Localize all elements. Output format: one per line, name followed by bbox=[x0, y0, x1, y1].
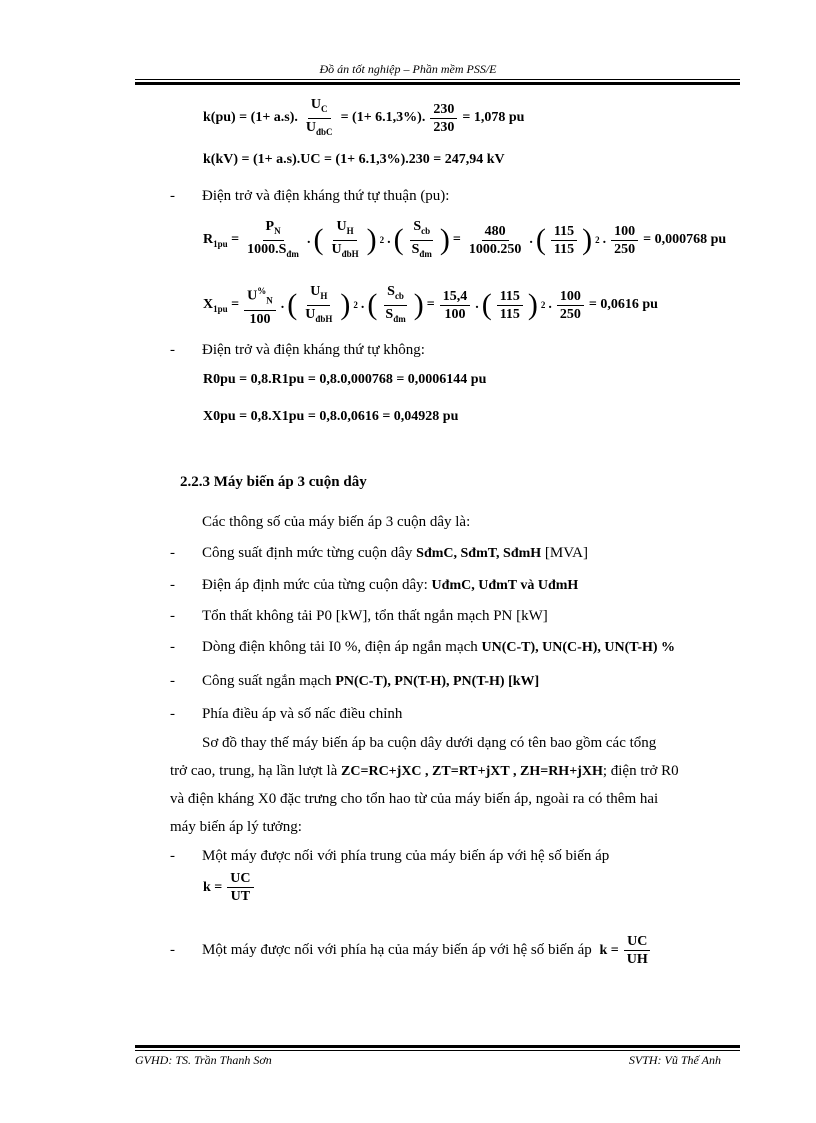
list-item: - Một máy được nối với phía hạ của máy biến áp với hệ số biến áp k = $\frac{UC}{UH}$ bbox=[170, 933, 653, 968]
section-heading: 2.2.3 Máy biến áp 3 cuộn dây bbox=[180, 474, 367, 490]
list-item: - Tổn thất không tải P0 [kW], tổn thất ngắn mạch PN [kW] bbox=[170, 608, 548, 624]
list-item: - Một máy được nối với phía trung của máy biến áp với hệ số biến áp bbox=[170, 848, 610, 864]
eq-text: = (1+ 6.1,3%). bbox=[340, 110, 426, 126]
footer-student: SVTH: Vũ Thế Anh bbox=[628, 1053, 721, 1067]
bullet-item: - Điện trở và điện kháng thứ tự không: bbox=[170, 342, 425, 358]
paragraph-line: Sơ đồ thay thế máy biến áp ba cuộn dây dưới dạng có tên bao gồm các tổng bbox=[202, 735, 657, 751]
paragraph-line: trở cao, trung, hạ lần lượt là ZC=RC+jXC , ZT=RT+jXT , ZH=RH+jXH; điện trở R0 bbox=[170, 763, 679, 779]
section-intro: Các thông số của máy biến áp 3 cuộn dây là: bbox=[202, 514, 471, 530]
equation-x0pu: X0pu = 0,8.X1pu = 0,8.0,0616 = 0,04928 pu bbox=[203, 409, 459, 424]
bullet-item: - Điện trở và điện kháng thứ tự thuận (pu): bbox=[170, 188, 450, 204]
page-header-title: Đồ án tốt nghiệp – Phần mềm PSS/E bbox=[319, 62, 497, 76]
equation-k-trung: k = $\frac{UC}{UT}$ bbox=[203, 870, 256, 905]
fraction: $\frac{230}{230}$ bbox=[430, 101, 457, 136]
equation-r0pu: R0pu = 0,8.R1pu = 0,8.0,000768 = 0,0006144 pu bbox=[203, 372, 487, 387]
paragraph-line: máy biến áp lý tưởng: bbox=[170, 819, 302, 835]
equation-x1pu: $X_{1pu}$ = $\frac{U^{\%}_N}{100}$ . ( $\frac{U_H}{U_{đbH}}$ ) 2 . ( $\frac{S_{cb}}{S_{đm}}$ ) = $\frac{15,4}{100}$ . ( $\frac{115}{115}$ ) 2 . $\frac{100}{250}$ = 0,0616 pu bbox=[203, 284, 658, 327]
paragraph-line: và điện kháng X0 đặc trưng cho tổn hao từ của máy biến áp, ngoài ra có thêm hai bbox=[170, 791, 659, 807]
eq-text: = 1,078 pu bbox=[462, 110, 525, 126]
header-rule bbox=[135, 79, 740, 85]
list-item: - Phía điều áp và số nấc điều chỉnh bbox=[170, 706, 403, 722]
list-item: - Dòng điện không tải I0 %, điện áp ngắn mạch UN(C-T), UN(C-H), UN(T-H) % bbox=[170, 639, 676, 655]
footer-advisor: GVHD: TS. Trần Thanh Sơn bbox=[135, 1053, 272, 1067]
list-item: - Công suất định mức từng cuộn dây SđmC, SđmT, SđmH [MVA] bbox=[170, 545, 588, 561]
footer-rule bbox=[135, 1045, 740, 1051]
equation-k-kv: k(kV) = (1+ a.s).UC = (1+ 6.1,3%).230 = 247,94 kV bbox=[203, 152, 505, 167]
list-item: - Điện áp định mức của từng cuộn dây: UđmC, UđmT và UđmH bbox=[170, 577, 579, 593]
equation-r1pu: $R_{1pu}$ = $\frac{P_N}{1000.S_{đm}}$ . ( $\frac{U_H}{U_{đbH}}$ ) 2 . ( $\frac{S_{cb}}{S_{đm}}$ ) = $\frac{480}{1000.250}$ . ( $\frac{115}{115}$ ) 2 . $\frac{100}{250}$ = 0,000768 pu bbox=[203, 219, 727, 259]
fraction: $\frac{U_C}{U_{đbC}}$ bbox=[305, 97, 333, 137]
eq-text: k(pu) = (1+ a.s). bbox=[203, 110, 298, 126]
list-item: - Công suất ngắn mạch PN(C-T), PN(T-H), PN(T-H) [kW] bbox=[170, 673, 540, 689]
equation-k-pu bbox=[203, 96, 524, 141]
